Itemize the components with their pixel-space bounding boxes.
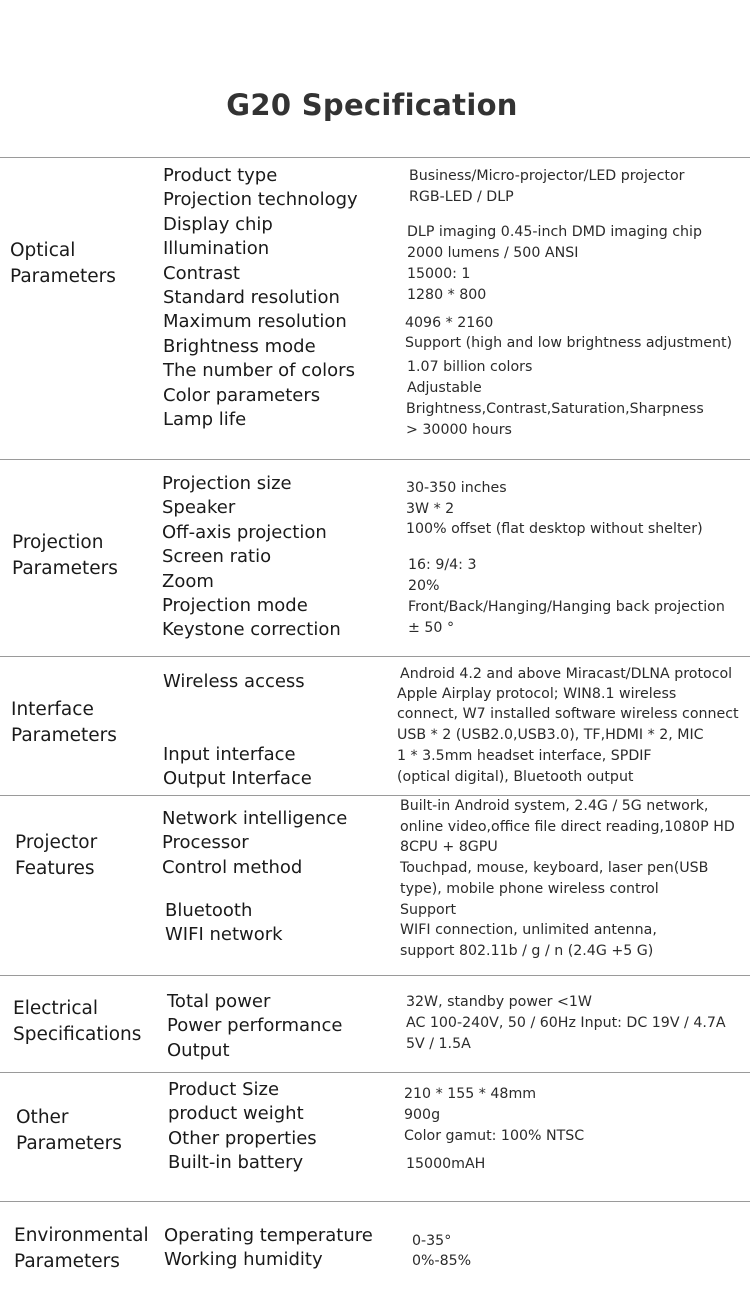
section-title-line: Parameters	[16, 1133, 122, 1154]
spec-value: Front/Back/Hanging/Hanging back projection	[408, 599, 725, 615]
section-title-line: Parameters	[14, 1251, 120, 1272]
spec-labels	[167, 990, 342, 1063]
spec-value: RGB-LED / DLP	[409, 189, 514, 205]
spec-label: Other properties	[168, 1127, 317, 1149]
spec-label: Total power	[167, 991, 271, 1012]
spec-labels	[168, 1078, 317, 1176]
divider	[0, 459, 750, 460]
section-title-line: Parameters	[10, 266, 116, 287]
spec-label: Color parameters	[163, 384, 321, 406]
spec-labels	[164, 1224, 373, 1273]
spec-label: Projection technology	[163, 189, 358, 211]
spec-label: Contrast	[163, 262, 240, 284]
section-title-line: Interface	[11, 699, 94, 720]
spec-label: Off-axis projection	[162, 521, 327, 543]
section-title	[10, 238, 116, 290]
spec-value: 1 * 3.5mm headset interface, SPDIF	[397, 748, 652, 764]
spec-label: Display chip	[163, 213, 273, 235]
spec-label: Lamp life	[163, 409, 247, 431]
spec-value: 20%	[408, 578, 440, 594]
spec-label: Projection mode	[162, 595, 308, 617]
divider	[0, 656, 750, 657]
spec-value: Color gamut: 100% NTSC	[404, 1128, 585, 1144]
spec-value: USB * 2 (USB2.0,USB3.0), TF,HDMI * 2, MIC	[397, 727, 704, 743]
spec-value: support 802.11b / g / n (2.4G +5 G)	[400, 943, 654, 959]
spec-value: 2000 lumens / 500 ANSI	[407, 245, 579, 261]
spec-label: Illumination	[163, 238, 270, 260]
spec-label: Processor	[162, 832, 249, 854]
spec-label: Output Interface	[163, 768, 312, 790]
spec-labels	[163, 164, 358, 432]
spec-label: Built-in battery	[168, 1152, 304, 1174]
section-title-line: Electrical	[13, 998, 99, 1019]
section-title	[12, 530, 118, 582]
spec-label: Output	[167, 1039, 230, 1061]
spec-value: 32W, standby power <1W	[406, 994, 592, 1010]
section-title-line: Other	[16, 1107, 69, 1128]
divider	[0, 157, 750, 158]
section-title-line: Environmental	[14, 1225, 149, 1246]
spec-label: Projection size	[162, 473, 292, 494]
divider	[0, 1201, 750, 1202]
spec-value: type), mobile phone wireless control	[400, 881, 659, 897]
spec-label: Wireless access	[163, 671, 305, 692]
spec-value: 100% offset (flat desktop without shelter)	[406, 521, 703, 537]
spec-label: product weight	[168, 1103, 304, 1125]
spec-label: Bluetooth	[165, 900, 253, 921]
spec-label: Control method	[162, 856, 303, 878]
spec-label: Working humidity	[164, 1249, 323, 1271]
spec-label: Maximum resolution	[163, 311, 347, 333]
spec-value: 15000: 1	[407, 266, 471, 282]
spec-value: AC 100-240V, 50 / 60Hz Input: DC 19V / 4.7A	[406, 1015, 726, 1031]
spec-label: Zoom	[162, 570, 214, 592]
spec-label: Product type	[163, 165, 278, 186]
spec-value: 16: 9/4: 3	[408, 557, 477, 573]
spec-value: 0-35°	[412, 1233, 452, 1249]
spec-value: 210 * 155 * 48mm	[404, 1086, 537, 1102]
section-title-line: Specifications	[13, 1024, 142, 1045]
section-title-line: Projection	[12, 532, 104, 553]
section-title-line: Parameters	[11, 725, 117, 746]
spec-value: Apple Airplay protocol; WIN8.1 wireless	[397, 686, 677, 702]
spec-labels	[163, 743, 312, 792]
spec-value: Touchpad, mouse, keyboard, laser pen(USB	[400, 860, 709, 876]
spec-value: 8CPU + 8GPU	[400, 839, 498, 855]
section-title-line: Parameters	[12, 558, 118, 579]
spec-value: Adjustable	[407, 380, 482, 396]
spec-label: Speaker	[162, 497, 236, 519]
page-title: G20 Specification	[226, 88, 518, 122]
spec-value: connect, W7 installed software wireless connect	[397, 706, 739, 722]
spec-value: 15000mAH	[406, 1156, 486, 1172]
spec-label: The number of colors	[163, 360, 355, 382]
spec-value: Android 4.2 and above Miracast/DLNA protocol	[400, 666, 733, 682]
spec-value: 3W * 2	[406, 501, 455, 517]
section-title	[15, 830, 97, 882]
section-title	[11, 697, 117, 749]
spec-label: Standard resolution	[163, 287, 340, 309]
section-title-line: Projector	[15, 832, 98, 853]
spec-value: Support	[400, 902, 457, 918]
spec-labels	[162, 807, 347, 880]
spec-value: Brightness,Contrast,Saturation,Sharpness	[406, 401, 704, 417]
spec-label: Power performance	[167, 1015, 343, 1037]
divider	[0, 975, 750, 976]
spec-value: 1.07 billion colors	[407, 359, 533, 375]
spec-value: 30-350 inches	[406, 480, 507, 496]
spec-value: > 30000 hours	[406, 422, 512, 438]
divider	[0, 1072, 750, 1073]
spec-value: ± 50 °	[408, 620, 455, 636]
spec-value: (optical digital), Bluetooth output	[397, 769, 634, 785]
spec-value: 0%-85%	[412, 1253, 472, 1269]
spec-value: Support (high and low brightness adjustment)	[405, 335, 733, 351]
spec-labels	[162, 472, 341, 643]
section-title	[13, 996, 141, 1048]
section-title	[14, 1223, 149, 1275]
spec-value: online video,office file direct reading,1080P HD	[400, 819, 735, 835]
spec-label: Keystone correction	[162, 619, 341, 641]
spec-value: 1280 * 800	[407, 287, 487, 303]
spec-label: Brightness mode	[163, 335, 316, 357]
spec-label: Screen ratio	[162, 546, 272, 568]
spec-label: WIFI network	[165, 924, 283, 946]
section-title-line: Optical	[10, 240, 76, 261]
spec-value: Built-in Android system, 2.4G / 5G network,	[400, 798, 709, 814]
spec-value: 5V / 1.5A	[406, 1036, 471, 1052]
section-title	[16, 1105, 122, 1157]
spec-label: Input interface	[163, 744, 296, 765]
spec-label: Product Size	[168, 1079, 280, 1100]
spec-value: DLP imaging 0.45-inch DMD imaging chip	[407, 224, 703, 240]
spec-value: 4096 * 2160	[405, 315, 494, 331]
spec-value: Business/Micro-projector/LED projector	[409, 168, 685, 184]
spec-label: Network intelligence	[162, 808, 348, 829]
spec-value: 900g	[404, 1107, 441, 1123]
spec-label: Operating temperature	[164, 1225, 373, 1246]
spec-value: WIFI connection, unlimited antenna,	[400, 922, 657, 938]
section-title-line: Features	[15, 858, 95, 879]
spec-labels	[165, 899, 283, 948]
